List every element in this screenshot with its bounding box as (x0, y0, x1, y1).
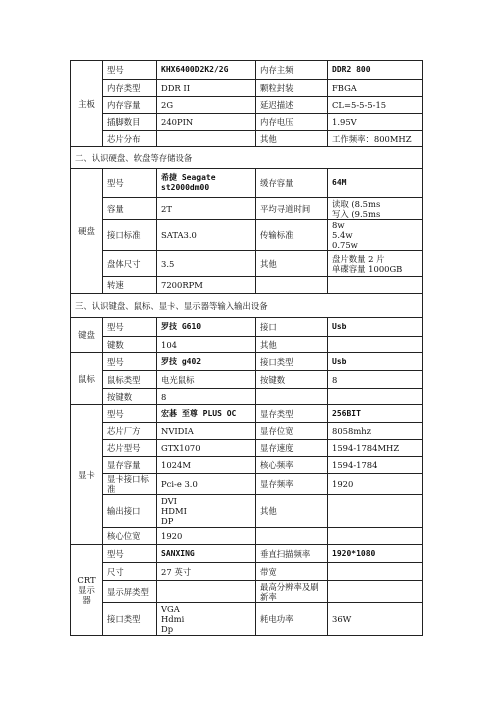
mb-field-value: KHX6400D2K2/2G (157, 61, 256, 80)
mb-field-value: 240PIN (157, 114, 256, 131)
crt-field-label: 型号 (103, 545, 157, 563)
crt-field-label: 带宽 (256, 563, 328, 581)
crt-field-value: VGA Hdmi Dp (157, 603, 256, 636)
hd-field-label: 平均寻道时间 (256, 198, 328, 220)
crt-field-label: 显示屏类型 (103, 581, 157, 603)
gpu-field-label: 显存容量 (103, 457, 157, 474)
hd-row (71, 198, 423, 220)
section-heading-row (71, 147, 423, 169)
kb-row (71, 318, 423, 337)
gpu-field-value: 1024M (157, 457, 256, 474)
kb-field-label: 键数 (103, 337, 157, 353)
gpu-row (71, 440, 423, 457)
hd-field-value: 64M (328, 169, 423, 198)
hd-field-label: 其他 (256, 251, 328, 277)
mb-field-label: 延迟描述 (256, 97, 328, 114)
kb-field-value: 罗技 G610 (157, 318, 256, 337)
hd-field-label: 接口标准 (103, 220, 157, 251)
section-heading: 二、认识硬盘、软盘等存储设备 (71, 147, 423, 169)
gpu-field-label: 显存速度 (256, 440, 328, 457)
gpu-field-label: 芯片型号 (103, 440, 157, 457)
mb-field-label: 其他 (256, 131, 328, 147)
mb-row (71, 114, 423, 131)
gpu-field-value (328, 495, 423, 528)
hd-row (71, 251, 423, 277)
hd-field-label (256, 277, 328, 294)
mouse-field-value: 8 (157, 389, 256, 405)
mouse-field-value: Usb (328, 353, 423, 371)
kb-field-label: 接口 (256, 318, 328, 337)
kb-field-value: Usb (328, 318, 423, 337)
hd-field-value: 盘片数量 2 片 单碟容量 1000GB (328, 251, 423, 277)
crt-field-value (328, 581, 423, 603)
hd-category-label: 硬盘 (71, 169, 103, 294)
mb-row (71, 97, 423, 114)
mouse-category-label: 鼠标 (71, 353, 103, 405)
gpu-field-label: 芯片厂方 (103, 423, 157, 440)
mb-field-label: 颗粒封装 (256, 80, 328, 97)
crt-category-label: CRT 显示 器 (71, 545, 103, 636)
mb-field-value: DDR II (157, 80, 256, 97)
hd-field-label: 容量 (103, 198, 157, 220)
crt-field-label: 最高分辨率及刷新率 (256, 581, 328, 603)
hd-field-label: 传输标准 (256, 220, 328, 251)
hd-field-value (328, 277, 423, 294)
gpu-field-value: 1594-1784MHZ (328, 440, 423, 457)
crt-field-value: 36W (328, 603, 423, 636)
hd-field-value: 希捷 Seagate st2000dm00 (157, 169, 256, 198)
mouse-field-label: 按键数 (256, 371, 328, 389)
gpu-row (71, 423, 423, 440)
hd-field-value: SATA3.0 (157, 220, 256, 251)
hd-field-label: 型号 (103, 169, 157, 198)
mb-field-value: 工作频率：800MHZ (328, 131, 423, 147)
hd-field-value: 2T (157, 198, 256, 220)
hd-field-label: 缓存容量 (256, 169, 328, 198)
mb-field-label: 芯片分布 (103, 131, 157, 147)
gpu-field-label: 显存类型 (256, 405, 328, 423)
gpu-row (71, 474, 423, 495)
section-heading: 三、认识键盘、鼠标、显卡、显示器等输入输出设备 (71, 294, 423, 318)
crt-row (71, 603, 423, 636)
gpu-field-label: 显存频率 (256, 474, 328, 495)
mb-field-value: CL=5-5-5-15 (328, 97, 423, 114)
hd-row (71, 169, 423, 198)
gpu-field-value: 1920 (157, 528, 256, 545)
mb-field-value (157, 131, 256, 147)
hd-field-value: 7200RPM (157, 277, 256, 294)
kb-row (71, 337, 423, 353)
gpu-category-label: 显卡 (71, 405, 103, 545)
mouse-field-label: 鼠标类型 (103, 371, 157, 389)
gpu-field-value: DVI HDMI DP (157, 495, 256, 528)
mouse-field-label: 接口类型 (256, 353, 328, 371)
mb-field-label: 内存主频 (256, 61, 328, 80)
mouse-row (71, 389, 423, 405)
gpu-field-label (256, 528, 328, 545)
gpu-field-label: 其他 (256, 495, 328, 528)
mb-category-label: 主板 (71, 61, 103, 147)
crt-field-value (328, 563, 423, 581)
crt-field-label: 接口类型 (103, 603, 157, 636)
hd-row (71, 220, 423, 251)
gpu-field-label: 核心频率 (256, 457, 328, 474)
section-heading-row (71, 294, 423, 318)
gpu-field-label: 型号 (103, 405, 157, 423)
mouse-field-value (328, 389, 423, 405)
gpu-row (71, 528, 423, 545)
hd-field-value: 读取 (8.5ms 写入 (9.5ms (328, 198, 423, 220)
crt-field-value: 1920*1080 (328, 545, 423, 563)
mb-row (71, 80, 423, 97)
mb-field-value: 2G (157, 97, 256, 114)
gpu-field-label: 显存位宽 (256, 423, 328, 440)
mouse-field-label (256, 389, 328, 405)
mouse-field-label: 按键数 (103, 389, 157, 405)
crt-row (71, 581, 423, 603)
hardware-spec-table (70, 60, 423, 636)
hd-field-label: 转速 (103, 277, 157, 294)
kb-field-label: 型号 (103, 318, 157, 337)
gpu-field-value: 256BIT (328, 405, 423, 423)
gpu-row (71, 457, 423, 474)
hd-field-value: 3.5 (157, 251, 256, 277)
kb-field-value (328, 337, 423, 353)
mb-field-label: 型号 (103, 61, 157, 80)
mouse-row (71, 353, 423, 371)
crt-field-label: 尺寸 (103, 563, 157, 581)
gpu-field-value: 1920 (328, 474, 423, 495)
crt-row (71, 545, 423, 563)
mb-field-value: DDR2 800 (328, 61, 423, 80)
mouse-field-value: 8 (328, 371, 423, 389)
gpu-field-label: 核心位宽 (103, 528, 157, 545)
spec-document (70, 60, 422, 636)
gpu-field-value: NVIDIA (157, 423, 256, 440)
mouse-field-value: 罗技 g402 (157, 353, 256, 371)
crt-field-value: SANXING (157, 545, 256, 563)
kb-field-label: 其他 (256, 337, 328, 353)
mb-row (71, 131, 423, 147)
kb-field-value: 104 (157, 337, 256, 353)
gpu-row (71, 405, 423, 423)
mb-field-label: 插脚数目 (103, 114, 157, 131)
gpu-field-value: 8058mhz (328, 423, 423, 440)
gpu-field-value (328, 528, 423, 545)
mb-field-value: 1.95V (328, 114, 423, 131)
crt-field-value (157, 581, 256, 603)
gpu-field-value: 宏碁 至尊 PLUS OC (157, 405, 256, 423)
mouse-field-value: 电光鼠标 (157, 371, 256, 389)
mb-field-label: 内存容量 (103, 97, 157, 114)
mouse-row (71, 371, 423, 389)
hd-field-label: 盘体尺寸 (103, 251, 157, 277)
crt-field-label: 耗电功率 (256, 603, 328, 636)
gpu-field-label: 输出接口 (103, 495, 157, 528)
gpu-field-value: Pci-e 3.0 (157, 474, 256, 495)
crt-row (71, 563, 423, 581)
kb-category-label: 键盘 (71, 318, 103, 353)
crt-field-value: 27 英寸 (157, 563, 256, 581)
mb-field-label: 内存电压 (256, 114, 328, 131)
hd-row (71, 277, 423, 294)
mb-row (71, 61, 423, 80)
hd-field-value: 8w 5.4w 0.75w (328, 220, 423, 251)
gpu-row (71, 495, 423, 528)
crt-field-label: 垂直扫描频率 (256, 545, 328, 563)
gpu-field-value: GTX1070 (157, 440, 256, 457)
gpu-field-value: 1594-1784 (328, 457, 423, 474)
mouse-field-label: 型号 (103, 353, 157, 371)
gpu-field-label: 显卡接口标准 (103, 474, 157, 495)
mb-field-value: FBGA (328, 80, 423, 97)
mb-field-label: 内存类型 (103, 80, 157, 97)
